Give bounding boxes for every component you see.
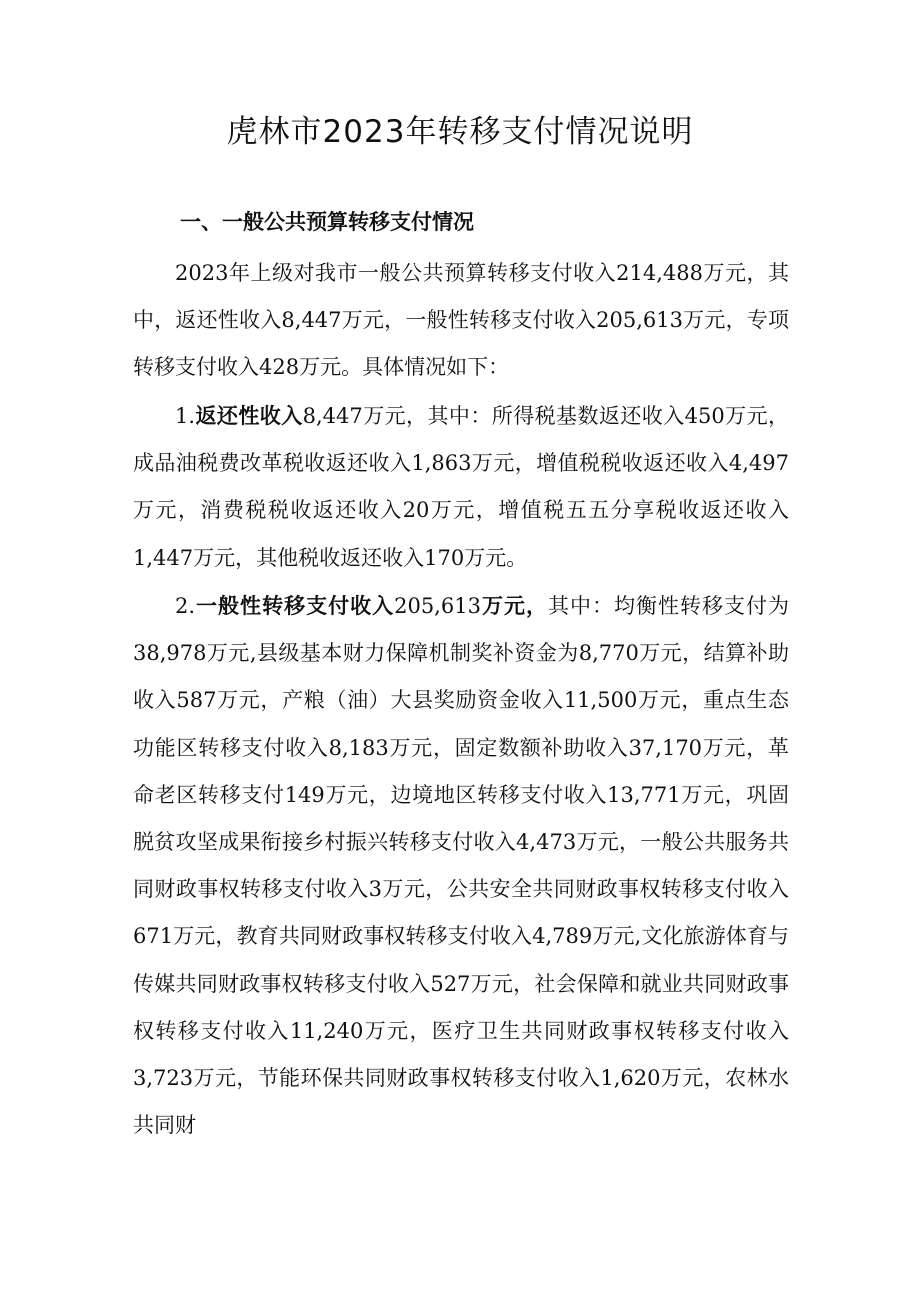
item2-paragraph (133, 583, 789, 1149)
item2-label: 一般性转移支付收入 (195, 594, 395, 618)
item1-number: 1. (175, 404, 196, 428)
item1-paragraph (133, 393, 789, 582)
item2-amount-unit: 万元， (480, 594, 548, 618)
document-title: 虎林市2023年转移支付情况说明 (226, 114, 694, 150)
item2-amount: 205,613 (394, 594, 481, 618)
section-heading: 一、一般公共预算转移支付情况 (180, 210, 474, 234)
item2-text: 其中：均衡性转移支付为38,978万元,县级基本财力保障机制奖补资金为8,770万元，结算补助收入587万元，产粮（油）大县奖励资金收入11,500万元，重点生态功能区转移支付收入8,183万元，固定数额补助收入37,170万元，革命老区转移支付149万元，边境地区转移支付收入13,771万元，巩固脱贫攻坚成果衔接乡村振兴转移支付收入4,473万元，一般公共服务共同财政事权转移支付收入3万元，公共安全共同财政事权转移支付收入671万元，教育共同财政事权转移支付收入4,789万元,文化旅游体育与传媒共同财政事权转移支付收入527万元，社会保障和就业共同财政事权转移支付收入11,240万元，医疗卫生共同财政事权转移支付收入3,723万元，节能环保共同财政事权转移支付收入1,620万元，农林水共同财 (133, 594, 790, 1138)
item1-label: 返还性收入 (195, 404, 303, 428)
item1-text: 8,447万元，其中：所得税基数返还收入450万元，成品油税费改革税收返还收入1,863万元，增值税税收返还收入4,497万元，消费税税收返还收入20万元，增值税五五分享税收返还收入1,447万元，其他税收返还收入170万元。 (133, 404, 790, 570)
item2-number: 2. (175, 594, 196, 618)
intro-paragraph: 2023年上级对我市一般公共预算转移支付收入214,488万元，其中，返还性收入8,447万元，一般性转移支付收入205,613万元，专项转移支付收入428万元。具体情况如下： (133, 261, 789, 380)
